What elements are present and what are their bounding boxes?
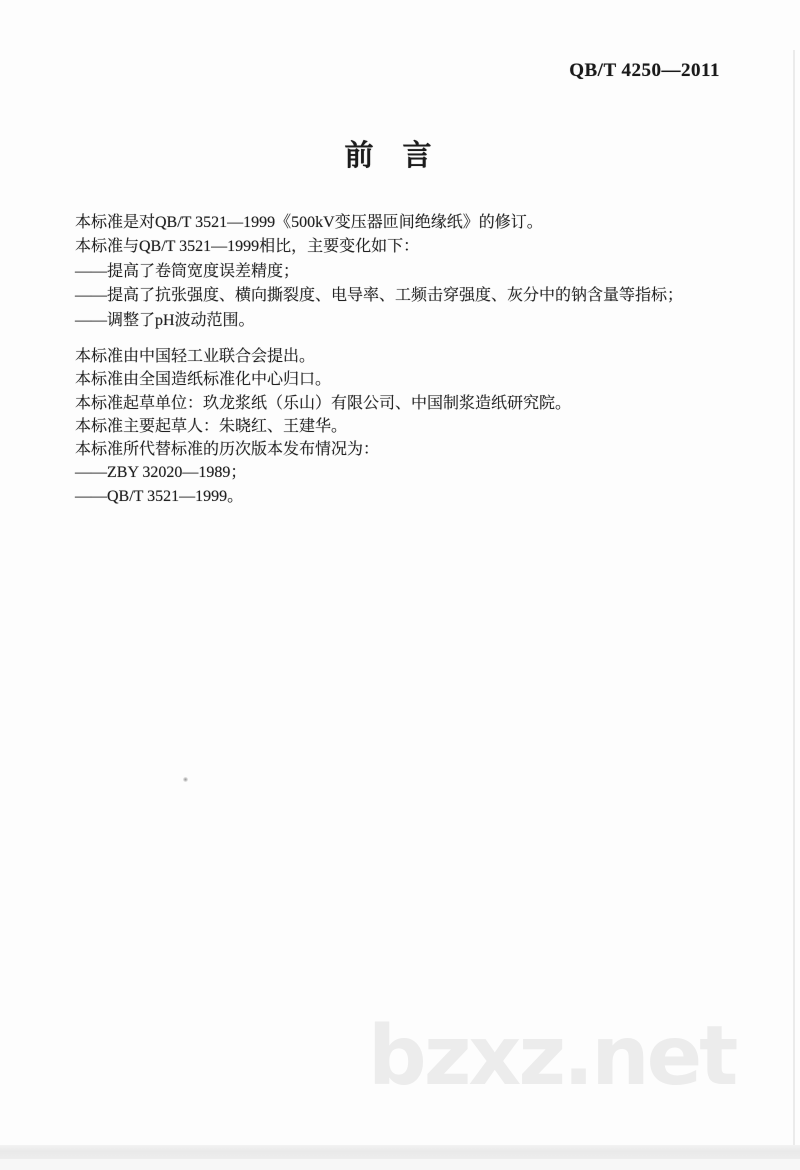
foreword-line: 本标准与QB/T 3521—1999相比，主要变化如下：	[75, 238, 420, 256]
foreword-line: 本标准所代替标准的历次版本发布情况为：	[75, 441, 380, 459]
standard-code: QB/T 4250—2011	[569, 60, 720, 81]
page-title: 前 言	[344, 140, 432, 172]
foreword-paragraph-1	[75, 211, 730, 333]
scan-strip-under	[0, 1159, 800, 1170]
foreword-line: ——调整了pH波动范围。	[75, 311, 255, 329]
foreword-line: 本标准由全国造纸标准化中心归口。	[75, 371, 332, 389]
foreword-line: ——提高了抗张强度、横向撕裂度、电导率、工频击穿强度、灰分中的钠含量等指标；	[75, 287, 684, 305]
foreword-line: 本标准主要起草人：朱晓红、王建华。	[75, 417, 348, 435]
foreword-line: ——提高了卷筒宽度误差精度；	[75, 262, 300, 280]
foreword-line: ——QB/T 3521—1999。	[75, 487, 244, 505]
scan-speck	[183, 777, 188, 782]
foreword-line: 本标准起草单位：玖龙浆纸（乐山）有限公司、中国制浆造纸研究院。	[75, 394, 572, 412]
foreword-line: 本标准是对QB/T 3521—1999《500kV变压器匝间绝缘纸》的修订。	[75, 214, 543, 231]
foreword-line: ——ZBY 32020—1989；	[75, 464, 247, 482]
foreword-line: 本标准由中国轻工业联合会提出。	[75, 348, 316, 365]
scan-strip-bottom	[0, 1145, 800, 1159]
foreword-paragraph-2	[75, 345, 730, 508]
scan-edge-right	[793, 50, 795, 1148]
watermark-text: bzxz.net	[368, 1009, 736, 1104]
